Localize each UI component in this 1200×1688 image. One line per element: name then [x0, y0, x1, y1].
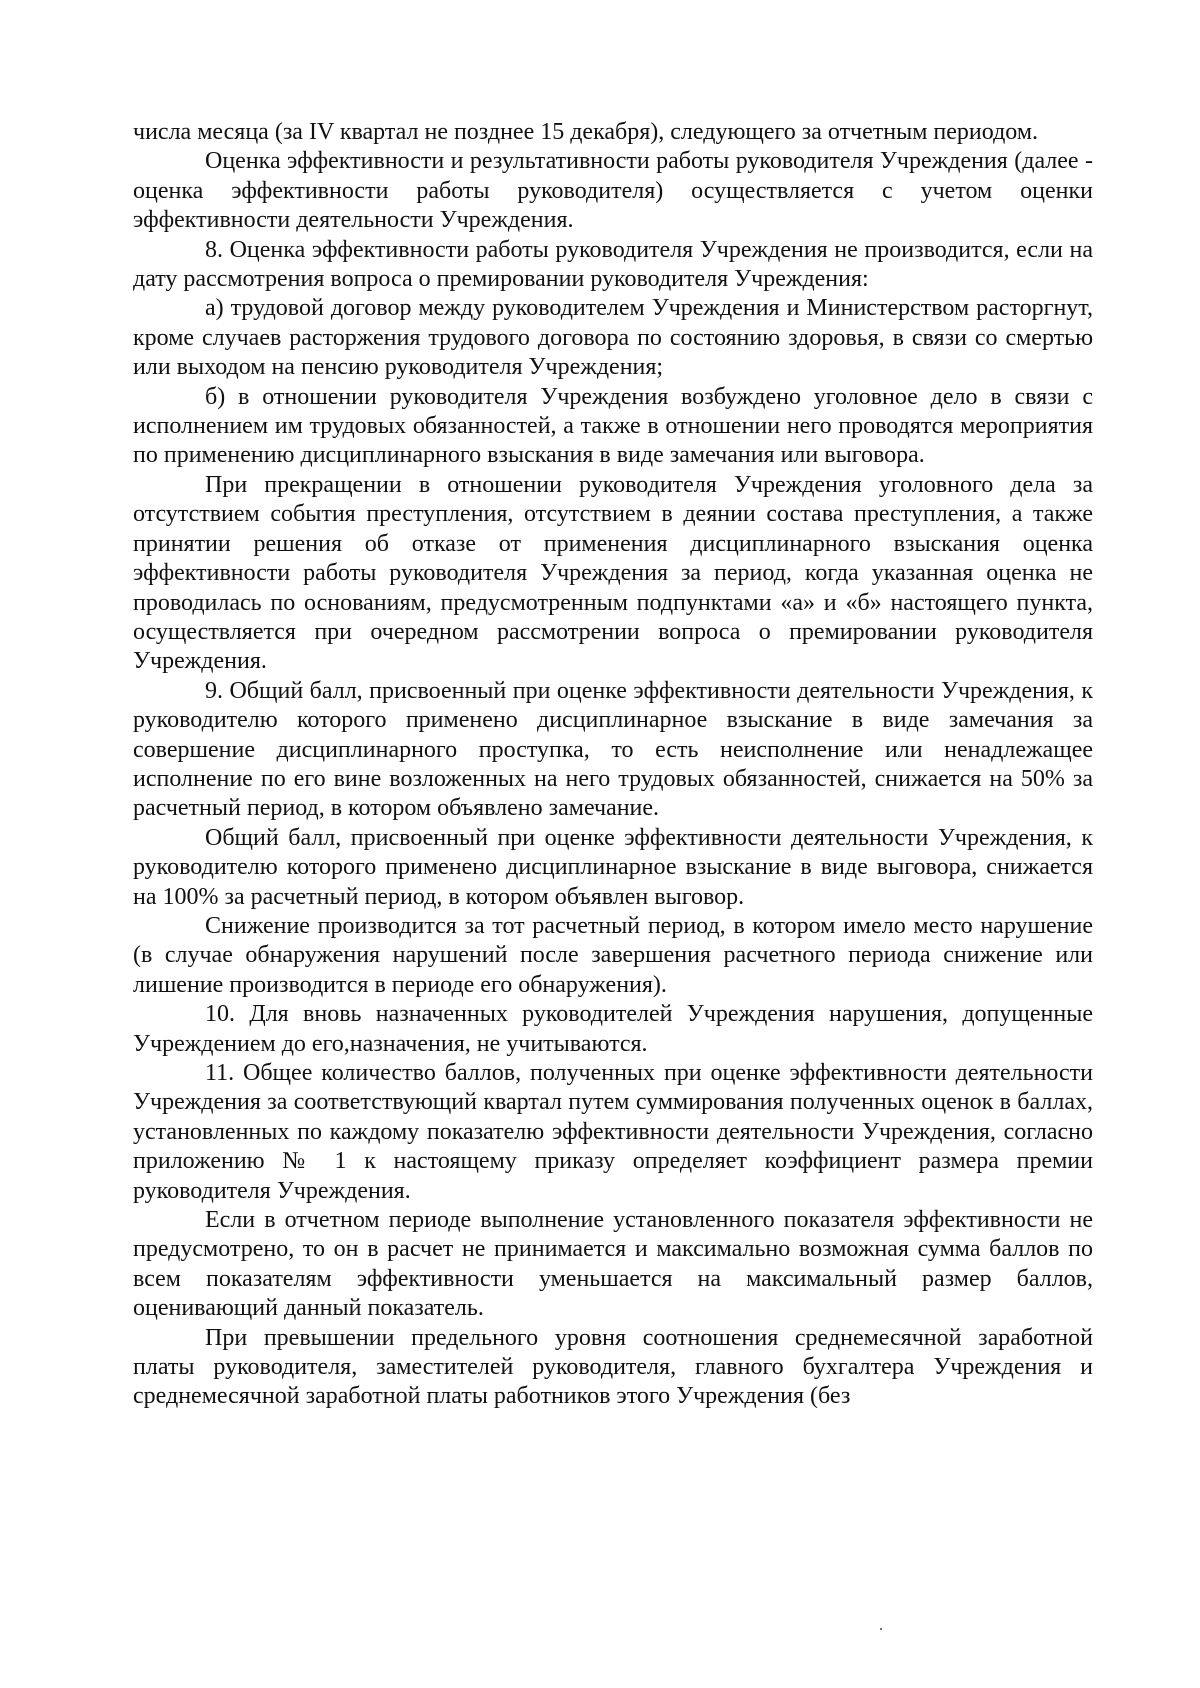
paragraph-salary-ratio: При превышении предельного уровня соотношения среднемесячной заработной платы руководителя, заместителей руководителя, главного бухгалтера Учреждения и среднемесячной заработной платы работников этого Учреждения (без [133, 1324, 1093, 1410]
paragraph-continuation: числа месяца (за IV квартал не позднее 15 декабря), следующего за отчетным периодом. [133, 119, 1039, 145]
document-page [133, 118, 1093, 1412]
paragraph-clause-10: 10. Для вновь назначенных руководителей Учреждения нарушения, допущенные Учреждением до его,назначения, не учитываются. [133, 1001, 1093, 1057]
scan-speck [880, 1628, 882, 1630]
paragraph-clause-8: 8. Оценка эффективности работы руководителя Учреждения не производится, если на дату рассмотрения вопроса о премировании руководителя Учреждения: [133, 236, 1093, 293]
paragraph-clause-8a: а) трудовой договор между руководителем Учреждения и Министерством расторгнут, кроме случаев расторжения трудового договора по состоянию здоровья, в связи со смертью или выходом на пенсию руководителя Учреждения; [133, 295, 1093, 381]
paragraph-clause-8b: б) в отношении руководителя Учреждения возбуждено уголовное дело в связи с исполнением им трудовых обязанностей, а также в отношении него проводятся мероприятия по применению дисциплинарного взыскания в виде замечания или выговора. [133, 383, 1093, 469]
paragraph-indicator-not-applicable: Если в отчетном периоде выполнение установленного показателя эффективности не предусмотрено, то он в расчет не принимается и максимально возможная сумма баллов по всем показателям эффективности уменьшается на максимальный размер баллов, оценивающий данный показатель. [133, 1207, 1093, 1322]
paragraph-evaluation-intro: Оценка эффективности и результативности работы руководителя Учреждения (далее - оценка эффективности работы руководителя) осуществляется с учетом оценки эффективности деятельности Учреждения. [133, 148, 1093, 234]
paragraph-clause-11: 11. Общее количество баллов, полученных при оценке эффективности деятельности Учреждения за соответствующий квартал путем суммирования полученных оценок в баллах, установленных по каждому показателю эффективности деятельности Учреждения, согласно приложению № 1 к настоящему приказу определяет коэффициент размера премии руководителя Учреждения. [133, 1060, 1093, 1204]
paragraph-clause-9: 9. Общий балл, присвоенный при оценке эффективности деятельности Учреждения, к руководителю которого применено дисциплинарное взыскание в виде замечания за совершение дисциплинарного проступка, то есть неисполнение или ненадлежащее исполнение по его вине возложенных на него трудовых обязанностей, снижается на 50% за расчетный период, в котором объявлено замечание. [133, 677, 1093, 822]
paragraph-reprimand: Общий балл, присвоенный при оценке эффективности деятельности Учреждения, к руководителю которого применено дисциплинарное взыскание в виде выговора, снижается на 100% за расчетный период, в котором объявлен выговор. [133, 824, 1093, 910]
paragraph-reduction: Снижение производится за тот расчетный период, в котором имело место нарушение (в случае обнаружения нарушений после завершения расчетного периода снижение или лишение производится в периоде его обнаружения). [133, 912, 1093, 998]
paragraph-termination: При прекращении в отношении руководителя Учреждения уголовного дела за отсутствием события преступления, отсутствием в деянии состава преступления, а также принятии решения об отказе от применения дисциплинарного взыскания оценка эффективности работы руководителя Учреждения за период, когда указанная оценка не проводилась по основаниям, предусмотренным подпунктами «а» и «б» настоящего пункта, осуществляется при очередном рассмотрении вопроса о премировании руководителя Учреждения. [133, 471, 1093, 675]
